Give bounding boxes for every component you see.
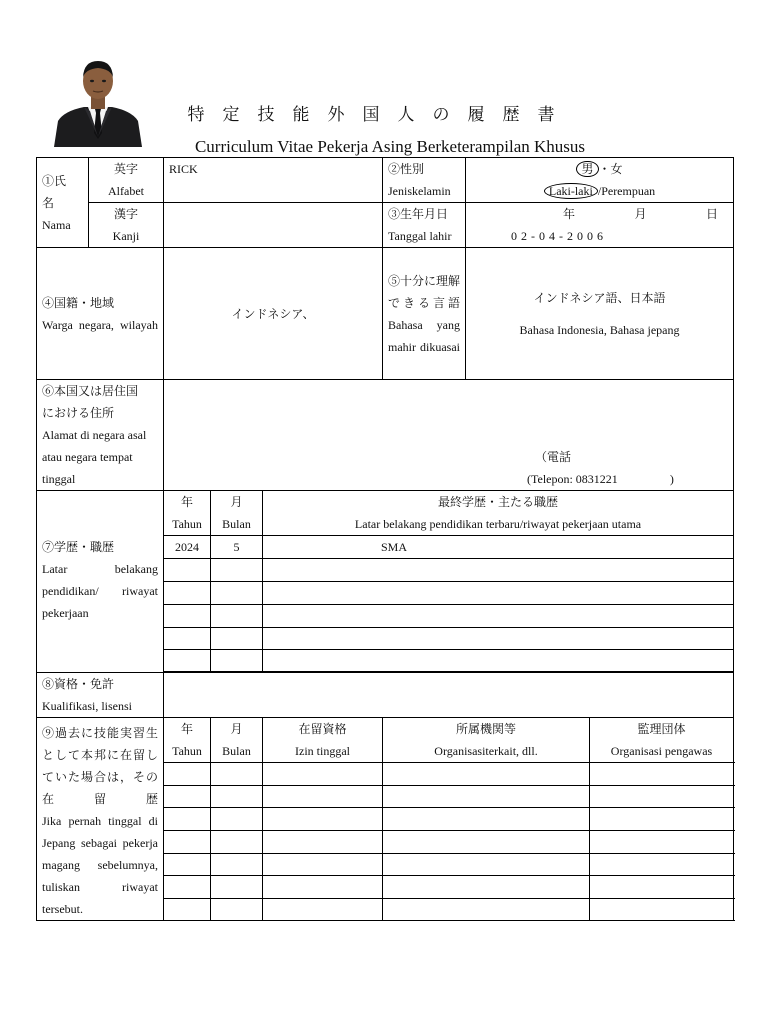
- edu-month-cell[interactable]: 5: [211, 536, 263, 559]
- kanji-label-cell: 漢字 Kanji: [89, 203, 164, 248]
- edu-desc-cell[interactable]: [263, 628, 734, 650]
- res-supervisor-cell[interactable]: [590, 876, 734, 899]
- edu-month-cell[interactable]: [211, 650, 263, 672]
- edu-month-cell[interactable]: [211, 582, 263, 605]
- edu-desc-cell[interactable]: [263, 559, 734, 582]
- res-org-cell[interactable]: [383, 876, 590, 899]
- address-field[interactable]: [164, 380, 734, 491]
- res-year-header: 年 Tahun: [164, 718, 211, 763]
- res-status-cell[interactable]: [263, 763, 383, 786]
- res-year-cell[interactable]: [164, 808, 211, 831]
- birthdate-label-cell: ③生年月日 Tanggal lahir: [383, 203, 466, 248]
- res-org-cell[interactable]: [383, 763, 590, 786]
- res-status-header: 在留資格 Izin tinggal: [263, 718, 383, 763]
- res-month-cell[interactable]: [211, 808, 263, 831]
- res-year-cell[interactable]: [164, 899, 211, 921]
- edu-desc-cell[interactable]: [263, 582, 734, 605]
- res-status-cell[interactable]: [263, 808, 383, 831]
- res-month-cell[interactable]: [211, 786, 263, 808]
- res-month-cell[interactable]: [211, 831, 263, 854]
- edu-month-header: 月 Bulan: [211, 491, 263, 536]
- edu-year-cell[interactable]: 2024: [164, 536, 211, 559]
- res-status-cell[interactable]: [263, 899, 383, 921]
- res-supervisor-cell[interactable]: [590, 899, 734, 921]
- name-kanji-field[interactable]: [164, 203, 383, 248]
- phone-value: (Telepon: 0831221 ): [527, 472, 674, 486]
- res-supervisor-cell[interactable]: [590, 831, 734, 854]
- gender-male-circled: 男: [576, 161, 598, 177]
- res-status-cell[interactable]: [263, 831, 383, 854]
- document-title-jp: 特定技能外国人の履歴書: [187, 105, 573, 124]
- gender-field[interactable]: 男 ・女 Laki-laki /Perempuan: [466, 158, 734, 203]
- name-label-cell: ①氏 名 Nama: [37, 158, 89, 248]
- edu-desc-cell[interactable]: [263, 650, 734, 672]
- res-org-header: 所属機関等 Organisasiterkait, dll.: [383, 718, 590, 763]
- res-year-cell[interactable]: [164, 763, 211, 786]
- res-year-cell[interactable]: [164, 876, 211, 899]
- nationality-label-cell: ④国籍・地域 Warga negara, wilayah: [37, 248, 164, 380]
- address-label-cell: ⑥本国又は居住国 における住所 Alamat di negara asal atau negara tempat tinggal: [37, 380, 164, 491]
- education-label-cell: ⑦学歴・職歴 Latar belakang pendidikan/ riwayat pekerjaan: [37, 491, 164, 673]
- res-org-cell[interactable]: [383, 854, 590, 876]
- cv-form-table: [36, 157, 734, 921]
- past-residence-label-cell: ⑨過去に技能実習生として本邦に在留していた場合は，その在留歴 Jika pernah tinggal di Jepang sebagai pekerja magang sebelumnya, tuliskan riwayat tersebut.: [37, 718, 164, 921]
- res-month-cell[interactable]: [211, 876, 263, 899]
- edu-desc-cell[interactable]: SMA: [263, 536, 734, 559]
- phone-label-jp: （電話: [535, 450, 572, 464]
- qualification-field[interactable]: [164, 673, 734, 718]
- birthdate-value: 02-04-2006: [511, 229, 608, 243]
- edu-year-cell[interactable]: [164, 605, 211, 628]
- res-supervisor-header: 監理団体 Organisasi pengawas: [590, 718, 734, 763]
- edu-month-cell[interactable]: [211, 605, 263, 628]
- res-org-cell[interactable]: [383, 899, 590, 921]
- edu-year-cell[interactable]: [164, 559, 211, 582]
- qualification-label-cell: ⑧資格・免許 Kualifikasi, lisensi: [37, 673, 164, 718]
- edu-month-cell[interactable]: [211, 559, 263, 582]
- edu-year-cell[interactable]: [164, 628, 211, 650]
- gender-female: 女: [610, 162, 623, 176]
- res-status-cell[interactable]: [263, 854, 383, 876]
- res-month-cell[interactable]: [211, 854, 263, 876]
- nationality-field[interactable]: インドネシア、: [164, 248, 383, 380]
- res-supervisor-cell[interactable]: [590, 808, 734, 831]
- res-org-cell[interactable]: [383, 831, 590, 854]
- gender-label-cell: ②性別 Jeniskelamin: [383, 158, 466, 203]
- res-year-cell[interactable]: [164, 786, 211, 808]
- res-year-cell[interactable]: [164, 831, 211, 854]
- res-month-cell[interactable]: [211, 763, 263, 786]
- res-supervisor-cell[interactable]: [590, 786, 734, 808]
- res-month-cell[interactable]: [211, 899, 263, 921]
- language-field[interactable]: インドネシア語、日本語 Bahasa Indonesia, Bahasa jepang: [466, 248, 734, 380]
- edu-year-header: 年 Tahun: [164, 491, 211, 536]
- birthdate-field[interactable]: 年 月 日 02-04-2006: [466, 203, 734, 248]
- edu-year-cell[interactable]: [164, 582, 211, 605]
- res-org-cell[interactable]: [383, 808, 590, 831]
- edu-desc-header: 最終学歴・主たる職歴 Latar belakang pendidikan terbaru/riwayat pekerjaan utama: [263, 491, 734, 536]
- res-supervisor-cell[interactable]: [590, 854, 734, 876]
- applicant-photo: [54, 55, 142, 147]
- res-year-cell[interactable]: [164, 854, 211, 876]
- res-supervisor-cell[interactable]: [590, 763, 734, 786]
- gender-male-id-circled: Laki-laki: [544, 183, 598, 199]
- res-status-cell[interactable]: [263, 876, 383, 899]
- edu-year-cell[interactable]: [164, 650, 211, 672]
- name-alphabet-field[interactable]: RICK: [164, 158, 383, 203]
- edu-desc-cell[interactable]: [263, 605, 734, 628]
- alphabet-label-cell: 英字 Alfabet: [89, 158, 164, 203]
- res-status-cell[interactable]: [263, 786, 383, 808]
- language-label-cell: ⑤十分に理解できる言語 Bahasa yang mahir dikuasai: [383, 248, 466, 380]
- res-org-cell[interactable]: [383, 786, 590, 808]
- res-month-header: 月 Bulan: [211, 718, 263, 763]
- edu-month-cell[interactable]: [211, 628, 263, 650]
- document-title-id: Curriculum Vitae Pekerja Asing Berketerampilan Khusus: [194, 137, 586, 156]
